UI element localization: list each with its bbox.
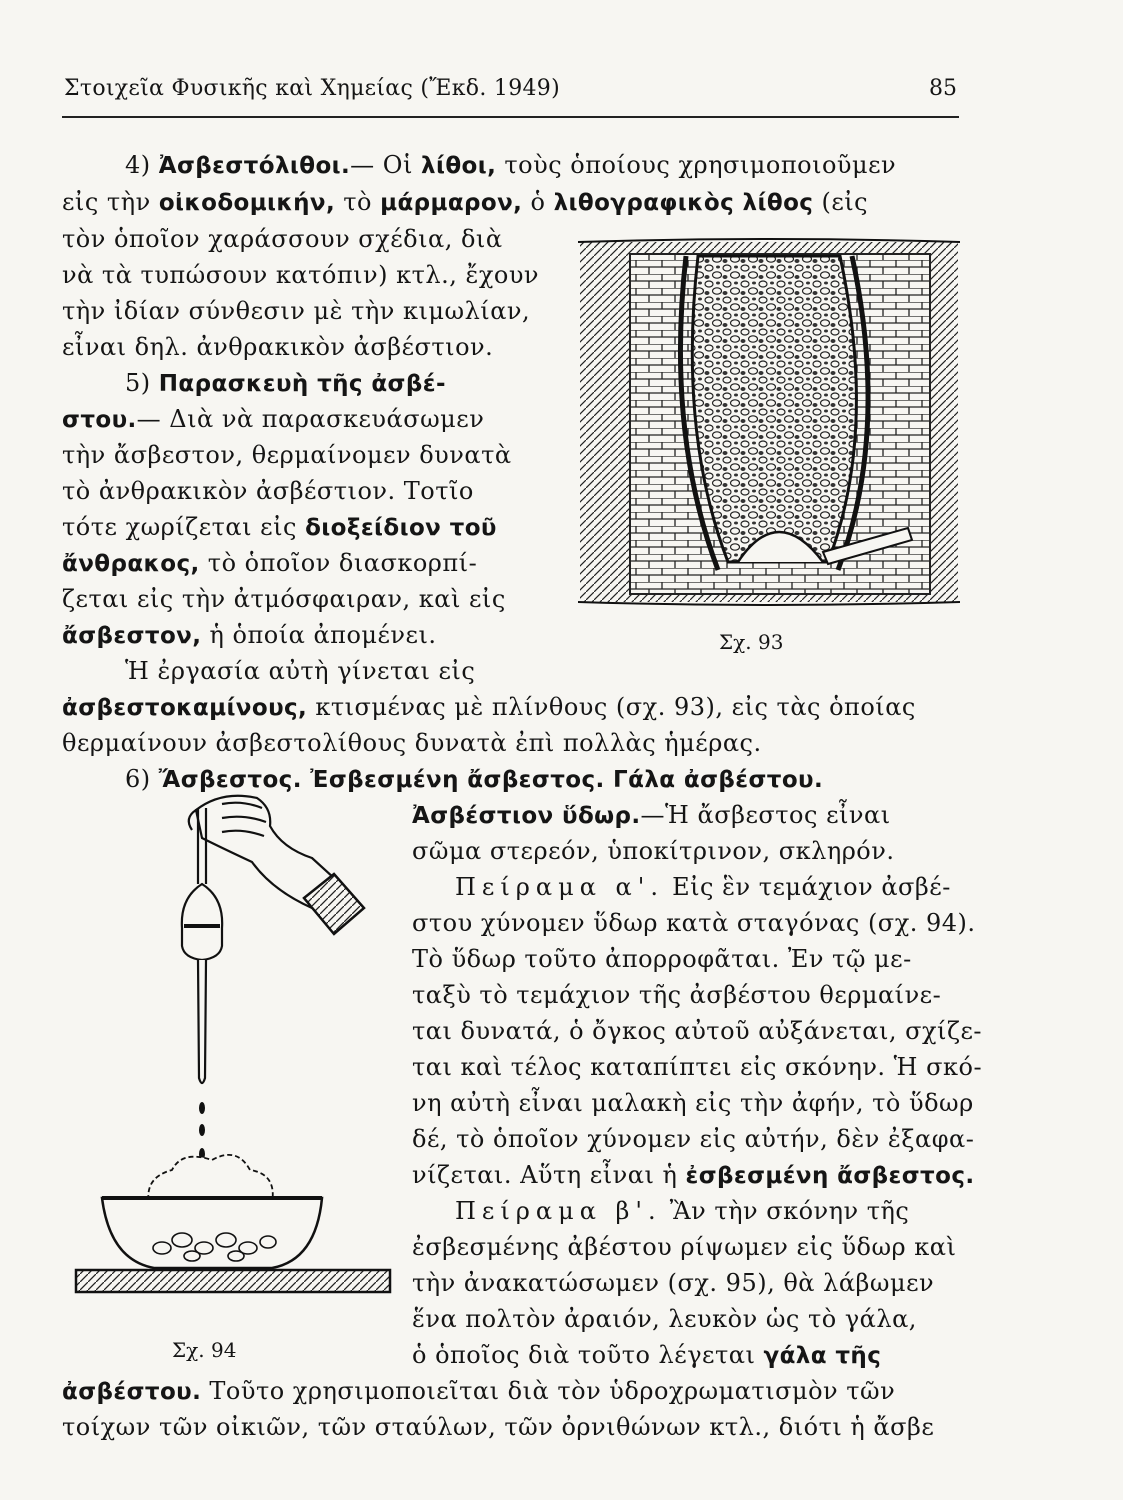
- s6-line-12: νίζεται. Αὕτη εἶναι ἡ ἐσβεσμένη ἄσβεστος.: [412, 1161, 975, 1189]
- s5-line-2: στου.— Διὰ νὰ παρασκευάσωμεν: [62, 405, 485, 433]
- s6-line-7: ταξὺ τὸ τεμάχιον τῆς ἀσβέστου θερμαίνε-: [412, 981, 942, 1009]
- s5-line-3: τὴν ἄσβεστον, θερμαίνομεν δυνατὰ: [62, 441, 512, 469]
- s4-line-5: τὴν ἰδίαν σύνθεσιν μὲ τὴν κιμωλίαν,: [62, 297, 531, 325]
- s6-line-8: ται δυνατά, ὁ ὄγκος αὐτοῦ αὐξάνεται, σχίζε-: [412, 1017, 983, 1045]
- s6-line-6: Τὸ ὕδωρ τοῦτο ἀπορροφᾶται. Ἐν τῷ με-: [412, 945, 912, 973]
- s6-line-11: δέ, τὸ ὁποῖον χύνομεν εἰς αὐτήν, δὲν ἐξαφα-: [412, 1125, 975, 1153]
- s6-line-5: στου χύνομεν ὕδωρ κατὰ σταγόνας (σχ. 94).: [412, 909, 976, 937]
- lime-kiln-figure: [578, 232, 960, 610]
- s6-line-14: ἐσβεσμένης ἀβέστου ρίψωμεν εἰς ὕδωρ καὶ: [412, 1233, 957, 1261]
- base-plate: [76, 1270, 390, 1292]
- experiment-a-label: Πείραμα α'.: [455, 873, 664, 901]
- s5-title: Παρασκευὴ τῆς ἀσβέ-: [158, 371, 446, 397]
- running-header: [62, 72, 959, 118]
- s4-line-6: εἶναι δηλ. ἀνθρακικὸν ἀσβέστιον.: [62, 333, 494, 361]
- s5-line-9: Ἡ ἐργασία αὐτὴ γίνεται εἰς: [125, 657, 476, 685]
- s5-line-10: ἀσβεστοκαμίνους, κτισμένας μὲ πλίνθους (σχ. 93), εἰς τὰς ὁποίας: [62, 693, 916, 721]
- s5-line-1: 5) Παρασκευὴ τῆς ἀσβέ-: [125, 369, 446, 397]
- s4-title: Ἀσβεστόλιθοι.: [158, 153, 351, 179]
- s4-line-4: νὰ τὰ τυπώσουν κατόπιν) κτλ., ἔχουν: [62, 261, 540, 289]
- s6-line-13: Πείραμα β'. Ἂν τὴν σκόνην τῆς: [455, 1197, 910, 1225]
- s4-line-2: εἰς τὴν οἰκοδομικήν, τὸ μάρμαρον, ὁ λιθογραφικὸς λίθος (εἰς: [62, 188, 869, 216]
- s5-line-5: τότε χωρίζεται εἰς διοξείδιον τοῦ: [62, 513, 497, 541]
- s6-line-2: Ἀσβέστιον ὕδωρ.—Ἡ ἄσβεστος εἶναι: [412, 801, 891, 829]
- fig94-caption: Σχ. 94: [172, 1338, 237, 1362]
- s6-line-10: νη αὐτὴ εἶναι μαλακὴ εἰς τὴν ἀφήν, τὸ ὕδωρ: [412, 1089, 974, 1117]
- page-number: 85: [929, 76, 957, 101]
- s6-line-3: σῶμα στερεόν, ὑποκίτρινον, σκληρόν.: [412, 837, 895, 865]
- pipette: [182, 808, 222, 1083]
- s6-line-9: ται καὶ τέλος καταπίπτει εἰς σκόνην. Ἡ σκό-: [412, 1053, 983, 1081]
- dropper-dish-figure: [72, 778, 392, 1314]
- s6-line-15: τὴν ἀνακατώσωμεν (σχ. 95), θὰ λάβωμεν: [412, 1269, 935, 1297]
- fig93-caption: Σχ. 93: [719, 630, 784, 654]
- water-drop: [199, 1102, 205, 1114]
- s6-line-16: ἕνα πολτὸν ἀραιόν, λευκὸν ὡς τὸ γάλα,: [412, 1305, 917, 1333]
- s5-line-11: θερμαίνουν ἀσβεστολίθους δυνατὰ ἐπὶ πολλὰς ἡμέρας.: [62, 729, 762, 757]
- experiment-b-label: Πείραμα β'.: [455, 1197, 662, 1225]
- s4-line-3: τὸν ὁποῖον χαράσσουν σχέδια, διὰ: [62, 225, 503, 253]
- s5-line-4: τὸ ἀνθρακικὸν ἀσβέστιον. Τοτῖο: [62, 477, 474, 505]
- kiln-shaft: [692, 256, 856, 562]
- s5-line-8: ἄσβεστον, ἡ ὁποία ἀπομένει.: [62, 621, 437, 649]
- book-title: Στοιχεῖα Φυσικῆς καὶ Χημείας (Ἔκδ. 1949): [64, 76, 560, 101]
- s6-title: Ἄσβεστος. Ἐσβεσμένη ἄσβεστος. Γάλα ἀσβέστου.: [158, 767, 824, 793]
- s5-line-6: ἄνθρακος, τὸ ὁποῖον διασκορπί-: [62, 549, 478, 577]
- s6-line-19: τοίχων τῶν οἰκιῶν, τῶν σταύλων, τῶν ὀρνιθώνων κτλ., διότι ἡ ἄσβε: [62, 1413, 935, 1441]
- s4-line-1: 4) Ἀσβεστόλιθοι.— Οἱ λίθοι, τοὺς ὁποίους χρησιμοποιοῦμεν: [125, 151, 897, 179]
- s6-line-17: ὁ ὁποῖος διὰ τοῦτο λέγεται γάλα τῆς: [412, 1341, 882, 1369]
- s5-line-7: ζεται εἰς τὴν ἀτμόσφαιραν, καὶ εἰς: [62, 585, 506, 613]
- dish: [102, 1198, 322, 1268]
- water-drop: [199, 1124, 205, 1136]
- s6-line-1: 6) Ἄσβεστος. Ἐσβεσμένη ἄσβεστος. Γάλα ἀσβέστου.: [125, 765, 824, 793]
- s6-line-4: Πείραμα α'. Εἰς ἓν τεμάχιον ἀσβέ-: [455, 873, 951, 901]
- s6-line-18: ἀσβέστου. Τοῦτο χρησιμοποιεῖται διὰ τὸν ὑδροχρωματισμὸν τῶν: [62, 1377, 896, 1405]
